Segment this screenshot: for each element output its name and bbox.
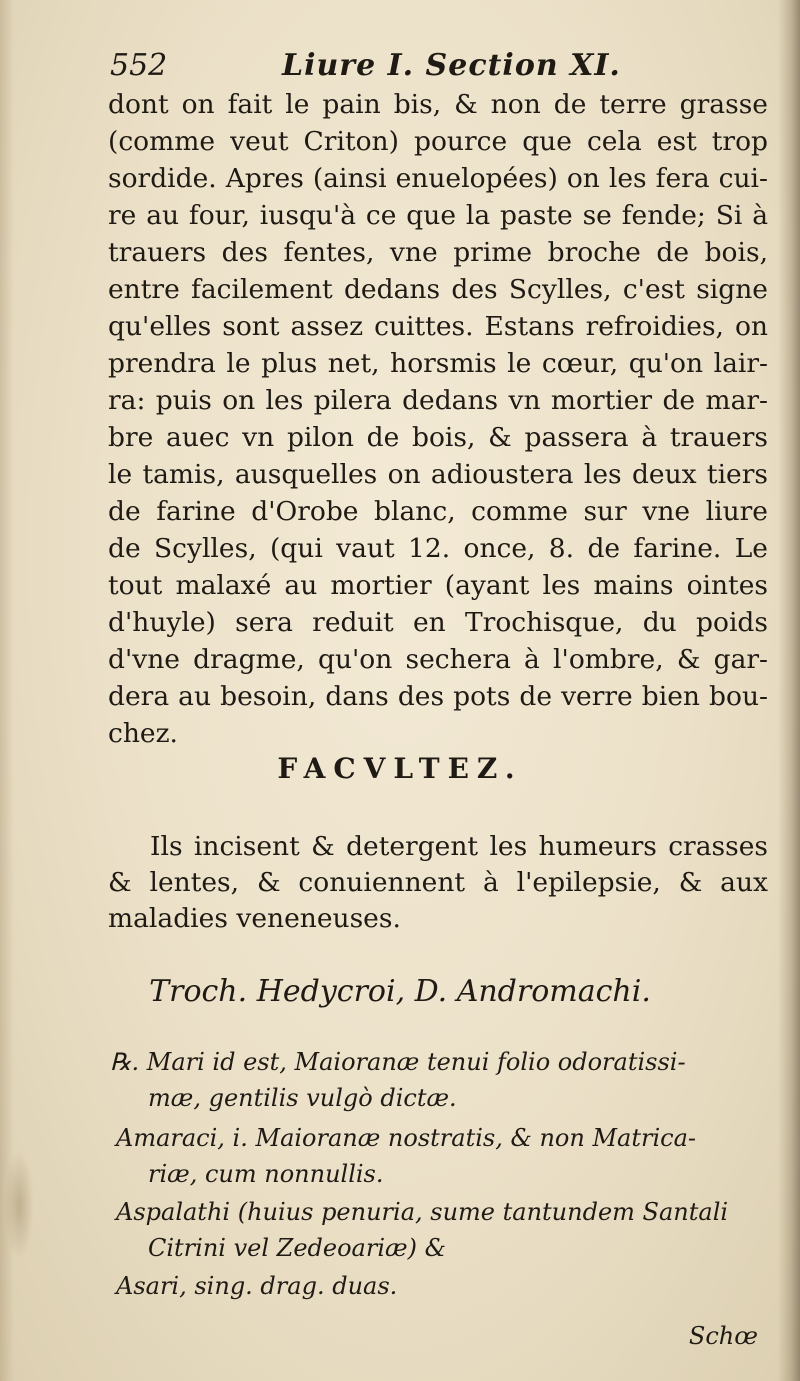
body-line: dera au besoin, dans des pots de verre bien bou- — [108, 681, 768, 712]
body-line: de Scylles, (qui vaut 12. once, 8. de farine. Le — [108, 533, 768, 564]
running-title: Liure I. Section XI. — [282, 48, 621, 83]
recipe-line: Citrini vel Zedeoariæ) & — [148, 1234, 446, 1262]
facultez-line: Ils incisent & detergent les humeurs crasses — [150, 831, 768, 862]
catchword: Schœ — [688, 1322, 758, 1350]
body-line: d'vne dragme, qu'on sechera à l'ombre, & gar- — [108, 644, 768, 675]
facultez-line: maladies veneneuses. — [108, 903, 401, 934]
section-heading-facultez: FACVLTEZ. — [277, 752, 523, 785]
body-line: le tamis, ausquelles on adioustera les deux tiers — [108, 459, 768, 490]
paper-stain — [4, 1150, 34, 1260]
body-line: tout malaxé au mortier (ayant les mains ointes — [108, 570, 768, 601]
page-number: 552 — [110, 48, 168, 83]
recipe-line: mæ, gentilis vulgò dictæ. — [148, 1084, 457, 1112]
recipe-line: Aspalathi (huius penuria, sume tantundem Santali — [116, 1198, 729, 1226]
body-line: prendra le plus net, horsmis le cœur, qu'on lair- — [108, 348, 768, 379]
facultez-line: & lentes, & conuiennent à l'epilepsie, & aux — [108, 867, 768, 898]
recipe-line: Asari, sing. drag. duas. — [116, 1272, 398, 1300]
recipe-line: riæ, cum nonnullis. — [148, 1160, 384, 1188]
body-line: (comme veut Criton) pource que cela est trop — [108, 126, 768, 157]
recipe-line: ℞. Mari id est, Maioranæ tenui folio odoratissi- — [110, 1048, 686, 1076]
body-line: qu'elles sont assez cuittes. Estans refroidies, on — [108, 311, 768, 342]
body-line: chez. — [108, 718, 178, 749]
page-header — [110, 48, 770, 92]
section-heading-troch: Troch. Hedycroi, D. Andromachi. — [149, 974, 651, 1009]
body-line: ra: puis on les pilera dedans vn mortier de mar- — [108, 385, 768, 416]
body-line: bre auec vn pilon de bois, & passera à trauers — [108, 422, 768, 453]
body-line: sordide. Apres (ainsi enuelopées) on les fera cui- — [108, 163, 768, 194]
body-line: d'huyle) sera reduit en Trochisque, du poids — [108, 607, 768, 638]
page-right-shadow — [778, 0, 800, 1381]
body-line: re au four, iusqu'à ce que la paste se fende; Si à — [108, 200, 768, 231]
body-line: trauers des fentes, vne prime broche de bois, — [108, 237, 768, 268]
body-line: de farine d'Orobe blanc, comme sur vne liure — [108, 496, 768, 527]
body-line: dont on fait le pain bis, & non de terre grasse — [108, 89, 768, 120]
recipe-line: Amaraci, i. Maioranæ nostratis, & non Matrica- — [116, 1124, 696, 1152]
body-line: entre facilement dedans des Scylles, c'est signe — [108, 274, 768, 305]
